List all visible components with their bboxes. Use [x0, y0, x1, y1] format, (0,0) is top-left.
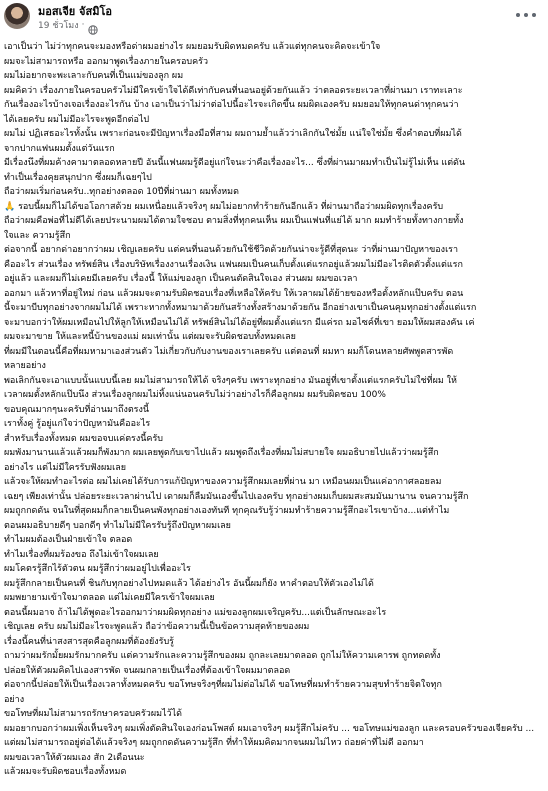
post-paragraph: ผมขอเวลาให้ตัวผมเอง สัก 2เดือนนะ [4, 752, 145, 763]
post-paragraph: ผมพยายามเข้าใจมาตลอด แต่ไม่เคยมีใครเข้าใจผมเลย ตอนนี้ผมอาจ ถ้าไม่ได้พูดอะไรออกมาว่าผมผิดทุกอย่าง แม่ของลูกผมเจริญครับ...แต่เป็นลักษณะอะไร เชิญเลย ครับ ผมไม่มีอะไรจะพูดแล้ว ถือว่าข้อความนี้เป็นข้อความสุดท้ายของผม [4, 593, 387, 632]
post-paragraph: ผมโคตรรู้สึกไร้ตัวตน ผมรู้สึกว่าผมอยู่ไปเพื่ออะไร [4, 564, 191, 574]
post-paragraph: ผมไม่ ปฏิเสธอะไรทั้งนั้น เพราะก่อนจะมีปัญหาเรื่องมือที่สาม ผมถามย้ำแล้วว่าเลิกกันใช่มั้ย แน่ใจใช่มั้ย ซึ่งคำตอบที่ผมได้ จากปากแฟนผมตั้งแต่วันแรก [4, 129, 462, 154]
post-paragraph: ขอโทษที่ผมไม่สามารถรักษาครอบครัวผมไว้ได้ [4, 709, 182, 719]
avatar[interactable] [4, 3, 30, 29]
post-paragraph: ผมอยากบอกว่าผมเพิ่งเห็นจริงๆ ผมเพิ่งตัดสินใจเองก่อนโพสต์ ผมเอาจริงๆ ผมรู้สึกไม่ครับ ... ขอโทษแม่ของลูก และครอบครัวของเจียครับ ... แต่ผมไม่สามารถอยู่ต่อได้แล้วจริงๆ ผมถูกกดดันความรู้สึก ที่ทำให้ผมคิดมากจนผมไม่ไหว ถ่อยค่าที่ไม่ดี ออกมา [4, 723, 535, 748]
post-meta [38, 18, 98, 32]
post-paragraph: ต่อจากนี้ปล่อยให้เป็นเรื่องเวลาทั้งหมดครับ ขอโทษจริงๆที่ผมไม่ต่อไม่ได้ ขอโทษที่ผมทำร้ายความสุขทำร้ายจิตใจทุก อย่าง [4, 680, 442, 705]
post-paragraph: ทำไมผมต้องเป็นฝ่ายเข้าใจ ตลอด [4, 535, 133, 545]
post-paragraph: เรื่องนี้คนที่น่าสงสารสุดคือลูกผมที่ต้องยังรับรู้ [4, 636, 175, 647]
post-paragraph: แล้วผมจะรับผิดชอบเรื่องทั้งหมด [4, 767, 127, 777]
post-paragraph: ผมไม่อยากจะพะเลาะกับคนที่เป็นแม่ของลูก ผม [4, 71, 184, 81]
post-paragraph: เอาเป็นว่า ไม่ว่าทุกคนจะมองหรือด่าผมอย่างไร ผมยอมรับผิดหมดครับ แล้วแต่ทุกคนจะคิดจะเข้าใจ ผมจะไม่สามารถหรือ ออกมาพูดเรื่องภายในครอบครัว [4, 42, 381, 67]
post-header [0, 0, 548, 34]
post-paragraph: เราทั้งคู่ รู้อยู่แก่ใจว่าปัญหามันคืออะไร [4, 419, 151, 429]
meta-separator: · [81, 20, 85, 30]
post-paragraph: พอเลิกกันจะเอาแบบนั้นแบบนี้เลย ผมไม่สามารถให้ได้ จริงๆครับ เพราะทุกอย่าง มันอยู่ที่เขาตั้งแต่แรกครับไม่ใช่ที่ผม ให้ เวลาผมตั้งหลักแป๊บนึง ส่วนเรื่องลูกผมไม่ทิ้งแน่นอนครับไม่ว่าอย่างไรก็คือลูกผม ผมรับผิดชอบ 100% [4, 375, 457, 400]
post-paragraph: ขอบคุณมากๆนะครับที่อ่านมาถึงตรงนี้ [4, 404, 150, 415]
post-content [4, 40, 544, 780]
post-paragraph: ถือว่าผมเริ่มก่อนครับ..ทุกอย่างตลอด 10ปีที่ผ่านมา ผมทั้งหมด [4, 187, 239, 197]
post-paragraph: แล้วจะให้ผมทำอะไรต่อ ผมไม่เคยได้รับการแก้ปัญหาของความรู้สึกผมเลยที่ผ่าน มา เหมือนผมเป็นแค่อากาศลอยลม เฉยๆ เพียงเท่านั้น ปล่อยระยะเวลาผ่านไป เดาผมก็ลืมมันเองขึ้นไปเองครับ ทุกอย่างผมเก็บผมสะสมมันมานาน จนความรู้สึก ผมถูกกดดัน จนในที่สุดผมก็กลายเป็นคนพังทุกอย่างเองทันที ทุกคุณรับรู้ว่าผมทำร้ายความรู้สึกอะไรเขาบ้าง...แต่ทำไม ตอนผมอธิบายดีๆ บอกดีๆ ทำไมไม่มีใครรับรู้ถึงปัญหาผมเลย [4, 477, 469, 531]
post-paragraph: มีเรื่องนึงที่ผมค้างคามาตลอดหลายปี อันนี้แฟนผมรู้ดีอยู่แก่ใจนะว่าคือเรื่องอะไร... ซึ่งที่ผ่านมาผมทำเป็นไม่รู้ไม่เห็น แต่ดัน ทำเป็นเรื่องคุยสนุกปาก ซึ่งผมก็เฉยๆไป [4, 158, 466, 183]
post-paragraph: ผมรู้สึกกลายเป็นคนที่ ชินกับทุกอย่างไปหมดแล้ว ได้อย่างไร อันนี้ผมก็ยัง หาคำตอบให้ตัวเองไม่ได้ [4, 578, 374, 589]
post-paragraph: สำหรับเรื่องทั้งหมด ผมขอจบแค่ตรงนี้ครับ [4, 433, 163, 444]
post-paragraph: ออกมา แล้วหาที่อยู่ใหม่ ก่อน แล้วผมจะตามรับผิดชอบเรื่องที่เหลือให้ครับ ให้เวลาผมได้ย้ายของหรือตั้งหลักแป๊บครับ ตอน นี้จะมาบีบทุกอย่างจากผมไม่ได้ เพราะหากทั้งหมามาด้วยกันสร้างทั้งสร้างมาด้วยกัน อีกอย่างเขาเป็นคนคุมทุกอย่างตั้งแต่แรก จะมาบอกว่าให้ผมเหมือนไปให้ลูกให้เหมือนไม่ได้ ทรัพย์สินไม่ได้อยู่ที่ผมตั้งแต่แรก มีแค่รถ มอไซค์ที่เขา ยอมให้ผมสองคัน เค่ ผมจะมาขาย ให้และหนี้บ้านของแม่ ผมเท่านั้น แต่ผมจะรับผิดชอบทั้งหมดเลย [4, 288, 477, 342]
post-paragraph: ที่ผมมีในตอนนี้คือที่ผมหามาเองส่วนตัว ไม่เกี่ยวกับกับงานของเราเลยครับ แต่ตอนที่ ผมหา ผมก็โดนหลายศัพพูดสารพัด หลายอย่าง [4, 346, 454, 371]
more-options-icon[interactable] [516, 8, 536, 22]
post-paragraph: ต่อจากนี้ อยากด่าอยากว่าผม เชิญเลยครับ แต่คนที่นอนด้วยกันใช้ชีวิตด้วยกันน่าจะรู้ดีที่สุดนะ ว่าที่ผ่านมาปัญหาของเรา คืออะไร ส่วนเรื่อง ทรัพย์สิน เรื่องบริษัทเรื่องงานเรื่องเงิน แฟนผมเป็นคนเก็บตั้งแต่แรกอยู่แล้วผมไม่มีอะไรติดตัวตั้งแต่แรก อยู่แล้ว และผมก็ไม่เคยมีเลยครับ เรื่องนี้ ให้แม่ของลูก เป็นคนตัดสินใจเอง ส่วนผม ผมขอเวลา [4, 245, 463, 284]
post-paragraph: ถามว่าผมรักมั้ยผมรักมากครับ แต่ความรักและความรู้สึกของผม ถูกละเลยมาตลอด ถูกไม่ให้ความเคารพ ถูกทดดทั้ง ปล่อยให้ตัวผมคิดไปเองสารพัด จนผมกลายเป็นเรื่องที่ต้องเข้าใจผมมาตลอด [4, 651, 441, 676]
author-name[interactable]: มอสเจีย จัสมิโอ [38, 5, 112, 18]
post-paragraph: 🙏 รอบนี้ผมก็ไม่ได้ขอโอกาสด้วย ผมเหนื่อยแล้วจริงๆ ผมไม่อยากทำร้ายกันอีกแล้ว ที่ผ่านมาถือว่าผมผิดทุกเรื่องครับ ถือว่าผมคือพ่อที่ไม่ดีได้เลยประนามผมได้ตามใจชอบ ตามสิ่งที่ทุกคนเห็น ผมเป็นแฟนที่แย่ได้ มาก ผมทำร้ายทั้งทางกายทั้ง ใจและ ความรู้สึก [4, 201, 464, 241]
post-time[interactable]: 19 ชั่วโมง [38, 21, 79, 31]
post-paragraph: ผมพังมานานแล้วแล้วผมก็พังมาก ผมเลยพูดกับเขาไปแล้ว ผมพูดถึงเรื่องที่ผมไม่สบายใจ ผมอธิบายไปแล้วว่าผมรู้สึก อย่างไร แต่ไม่มีใครรับฟังผมเลย [4, 448, 439, 473]
post-paragraph: ทำไมเรื่องที่ผมร้องขอ ถึงไม่เข้าใจผมเลย [4, 549, 159, 560]
globe-icon[interactable] [88, 20, 98, 30]
post-paragraph: ผมคิดว่า เรื่องภายในครอบครัวไม่มีใครเข้าใจได้ดีเท่ากับคนที่นอนอยู่ด้วยกันแล้ว ว่าตลอดระยะเวลาที่ผ่านมา เราทะเลาะ กันเรื่องอะไรบ้างเจอเรื่องอะไรกัน บ้าง เอาเป็นว่าไม่ว่าต่อไปนี้อะไรจะเกิดขึ้น ผมผิดเองครับ ผมยอมให้ทุกคนด่าทุกคนว่า ได้เลยครับ ผมไม่มีอะไรจะพูดอีกต่อไป [4, 85, 463, 125]
